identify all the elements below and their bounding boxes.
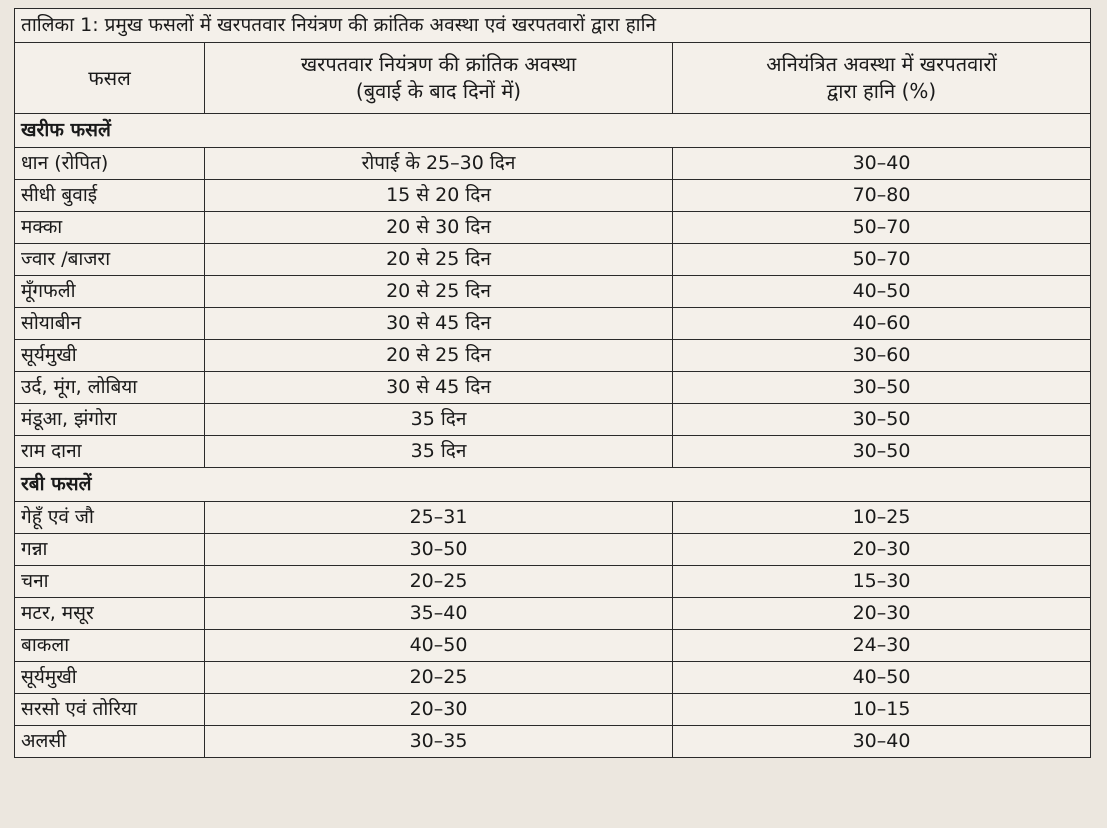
stage-cell: 30 से 45 दिन	[205, 308, 673, 340]
loss-cell: 10–25	[673, 502, 1091, 534]
table-row	[15, 726, 1091, 758]
loss-cell: 10–15	[673, 694, 1091, 726]
table-row	[15, 502, 1091, 534]
table-row	[15, 534, 1091, 566]
crop-cell: धान (रोपित)	[15, 148, 205, 180]
stage-cell: 40–50	[205, 630, 673, 662]
crop-cell: मक्का	[15, 212, 205, 244]
header-loss-line2: द्वारा हानि (%)	[826, 79, 937, 103]
stage-cell: 20 से 25 दिन	[205, 276, 673, 308]
loss-cell: 30–60	[673, 340, 1091, 372]
table-row	[15, 694, 1091, 726]
crop-cell: उर्द, मूंग, लोबिया	[15, 372, 205, 404]
loss-cell: 40–50	[673, 276, 1091, 308]
table-row	[15, 372, 1091, 404]
stage-cell: 20–25	[205, 662, 673, 694]
table-row	[15, 276, 1091, 308]
table-row	[15, 212, 1091, 244]
crop-cell: चना	[15, 566, 205, 598]
loss-cell: 40–60	[673, 308, 1091, 340]
header-stage-line1: खरपतवार नियंत्रण की क्रांतिक अवस्था	[300, 52, 577, 76]
stage-cell: 35 दिन	[205, 436, 673, 468]
loss-cell: 15–30	[673, 566, 1091, 598]
loss-cell: 20–30	[673, 598, 1091, 630]
crop-cell: सूर्यमुखी	[15, 340, 205, 372]
header-row	[15, 43, 1091, 114]
stage-cell: 20–30	[205, 694, 673, 726]
stage-cell: 15 से 20 दिन	[205, 180, 673, 212]
table-row	[15, 630, 1091, 662]
header-crop: फसल	[15, 43, 205, 114]
loss-cell: 70–80	[673, 180, 1091, 212]
loss-cell: 30–50	[673, 372, 1091, 404]
table-row	[15, 404, 1091, 436]
stage-cell: 30–35	[205, 726, 673, 758]
crop-cell: अलसी	[15, 726, 205, 758]
table-row	[15, 436, 1091, 468]
table-row	[15, 340, 1091, 372]
table-row	[15, 308, 1091, 340]
stage-cell: 25–31	[205, 502, 673, 534]
stage-cell: 20 से 25 दिन	[205, 340, 673, 372]
loss-cell: 30–40	[673, 148, 1091, 180]
stage-cell: रोपाई के 25–30 दिन	[205, 148, 673, 180]
stage-cell: 35–40	[205, 598, 673, 630]
section-rabi-label: रबी फसलें	[15, 468, 1091, 502]
crop-cell: सूर्यमुखी	[15, 662, 205, 694]
header-loss	[673, 43, 1091, 114]
crop-cell: मूँगफली	[15, 276, 205, 308]
crop-cell: मंडूआ, झंगोरा	[15, 404, 205, 436]
crop-cell: मटर, मसूर	[15, 598, 205, 630]
header-critical-stage	[205, 43, 673, 114]
crop-cell: सीधी बुवाई	[15, 180, 205, 212]
table-row	[15, 244, 1091, 276]
loss-cell: 30–50	[673, 436, 1091, 468]
weed-control-table	[14, 8, 1091, 758]
loss-cell: 40–50	[673, 662, 1091, 694]
loss-cell: 30–40	[673, 726, 1091, 758]
stage-cell: 30 से 45 दिन	[205, 372, 673, 404]
table-row	[15, 662, 1091, 694]
loss-cell: 50–70	[673, 212, 1091, 244]
table-row	[15, 598, 1091, 630]
top-edge	[0, 0, 1107, 8]
crop-cell: गेहूँ एवं जौ	[15, 502, 205, 534]
header-stage-line2: (बुवाई के बाद दिनों में)	[355, 79, 522, 103]
crop-cell: राम दाना	[15, 436, 205, 468]
header-loss-line1: अनियंत्रित अवस्था में खरपतवारों	[766, 52, 997, 76]
loss-cell: 24–30	[673, 630, 1091, 662]
stage-cell: 30–50	[205, 534, 673, 566]
table-title: तालिका 1: प्रमुख फसलों में खरपतवार नियंत्रण की क्रांतिक अवस्था एवं खरपतवारों द्वारा हानि	[15, 9, 1091, 43]
section-kharif-label: खरीफ फसलें	[15, 114, 1091, 148]
table-row	[15, 566, 1091, 598]
loss-cell: 20–30	[673, 534, 1091, 566]
crop-cell: गन्ना	[15, 534, 205, 566]
crop-cell: सोयाबीन	[15, 308, 205, 340]
section-row-kharif	[15, 114, 1091, 148]
section-row-rabi	[15, 468, 1091, 502]
table-row	[15, 180, 1091, 212]
bottom-edge	[0, 812, 1107, 828]
stage-cell: 20 से 25 दिन	[205, 244, 673, 276]
crop-cell: सरसो एवं तोरिया	[15, 694, 205, 726]
stage-cell: 35 दिन	[205, 404, 673, 436]
table-row	[15, 148, 1091, 180]
crop-cell: बाकला	[15, 630, 205, 662]
stage-cell: 20–25	[205, 566, 673, 598]
crop-cell: ज्वार /बाजरा	[15, 244, 205, 276]
stage-cell: 20 से 30 दिन	[205, 212, 673, 244]
loss-cell: 30–50	[673, 404, 1091, 436]
loss-cell: 50–70	[673, 244, 1091, 276]
